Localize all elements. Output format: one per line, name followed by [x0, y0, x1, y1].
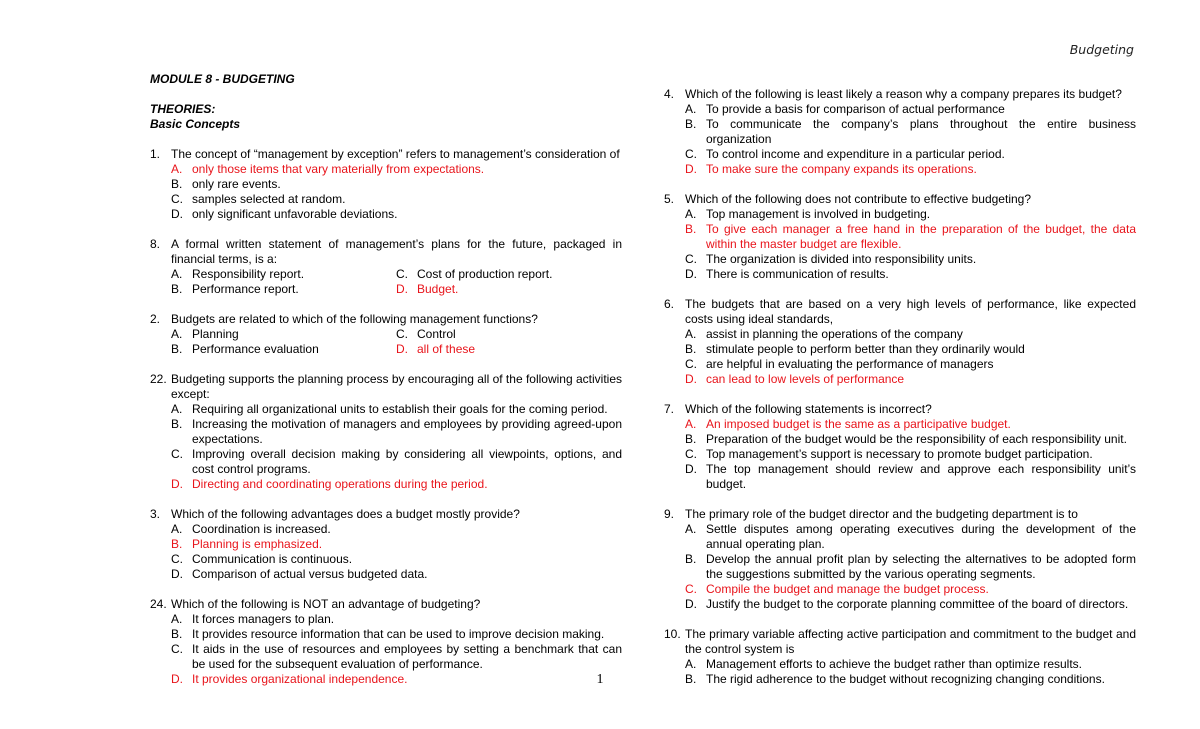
question-text: The concept of “management by exception” refers to management’s consideration of [171, 147, 620, 161]
question [664, 507, 1136, 522]
option-letter: C. [685, 252, 697, 266]
answer-option [685, 117, 1136, 147]
option-text: only those items that vary materially from expectations. [192, 162, 485, 176]
option-letter: B. [171, 627, 183, 641]
option-text: Cost of production report. [417, 267, 553, 281]
answer-option-correct [396, 282, 622, 297]
option-text: Preparation of the budget would be the responsibility of each responsibility unit. [706, 432, 1127, 446]
answer-option [171, 627, 622, 642]
option-text: assist in planning the operations of the company [706, 327, 963, 341]
option-text: only significant unfavorable deviations. [192, 207, 398, 221]
question-number: 22. [150, 372, 167, 386]
option-text: stimulate people to perform better than they ordinarily would [706, 342, 1025, 356]
answer-option-correct [685, 417, 1136, 432]
question-text: The primary variable affecting active participation and commitment to the budget and the control system is [685, 627, 1136, 656]
option-letter: A. [171, 522, 183, 536]
question-number: 9. [664, 507, 675, 521]
option-letter: D. [396, 342, 408, 356]
option-text: Increasing the motivation of managers and employees by providing agreed-upon expectations. [192, 417, 622, 446]
answer-option [685, 267, 1136, 282]
option-letter: D. [685, 462, 697, 476]
option-text: all of these [417, 342, 476, 356]
answer-option [171, 342, 396, 357]
option-text: To make sure the company expands its operations. [706, 162, 977, 176]
answer-option [171, 447, 622, 477]
question-number: 1. [150, 147, 161, 161]
option-text: Settle disputes among operating executives during the development of the annual operating plan. [706, 522, 1136, 551]
option-text: Management efforts to achieve the budget rather than optimize results. [706, 657, 1082, 671]
question-number: 3. [150, 507, 161, 521]
question-block [150, 372, 622, 492]
answer-option [396, 267, 622, 282]
option-letter: C. [685, 582, 697, 596]
question-block [664, 87, 1136, 177]
option-text: can lead to low levels of performance [706, 372, 905, 386]
option-text: To control income and expenditure in a particular period. [706, 147, 1005, 161]
answer-option-correct [685, 582, 1136, 597]
question [664, 297, 1136, 327]
question-number: 2. [150, 312, 161, 326]
option-letter: A. [685, 207, 697, 221]
right-column [664, 87, 1136, 687]
option-letter: B. [171, 342, 183, 356]
option-text: It forces managers to plan. [192, 612, 335, 626]
option-text: An imposed budget is the same as a participative budget. [706, 417, 1011, 431]
answer-option [171, 642, 622, 672]
answer-option-correct [685, 222, 1136, 252]
question-block [664, 507, 1136, 612]
answer-option [685, 447, 1136, 462]
option-text: Comparison of actual versus budgeted data. [192, 567, 428, 581]
answer-option [685, 252, 1136, 267]
option-letter: B. [685, 552, 697, 566]
question-text: Which of the following is NOT an advantage of budgeting? [171, 597, 481, 611]
answer-option [171, 192, 622, 207]
option-letter: B. [171, 282, 183, 296]
option-text: Justify the budget to the corporate planning committee of the board of directors. [706, 597, 1129, 611]
answer-option [171, 282, 396, 297]
answer-option [685, 522, 1136, 552]
answer-option [685, 207, 1136, 222]
option-text: It provides organizational independence. [192, 672, 408, 686]
page-number: 1 [596, 672, 604, 687]
question [150, 372, 622, 402]
answer-option [171, 612, 622, 627]
question-block [150, 507, 622, 582]
question-text: Which of the following does not contribute to effective budgeting? [685, 192, 1032, 206]
answer-option [171, 552, 622, 567]
question-block [150, 237, 622, 297]
option-text: There is communication of results. [706, 267, 889, 281]
option-letter: A. [685, 417, 697, 431]
answer-option-correct [171, 537, 622, 552]
option-letter: C. [396, 267, 408, 281]
answer-option [171, 417, 622, 447]
question-text: Which of the following statements is incorrect? [685, 402, 932, 416]
option-letter: C. [171, 642, 183, 656]
answer-option [685, 327, 1136, 342]
left-question-list [150, 147, 622, 687]
section-subheading: Basic Concepts [150, 117, 241, 131]
option-letter: A. [171, 402, 183, 416]
answer-option [171, 567, 622, 582]
option-letter: A. [685, 657, 697, 671]
question-number: 4. [664, 87, 675, 101]
option-text: It provides resource information that can be used to improve decision making. [192, 627, 605, 641]
option-letter: D. [171, 672, 183, 686]
answer-option [171, 522, 622, 537]
option-text: Improving overall decision making by considering all viewpoints, options, and cost control programs. [192, 447, 622, 476]
option-letter: D. [685, 372, 697, 386]
option-text: Planning is emphasized. [192, 537, 323, 551]
option-text: only rare events. [192, 177, 281, 191]
running-header: Budgeting [1069, 42, 1134, 57]
option-text: Compile the budget and manage the budget process. [706, 582, 989, 596]
question-number: 7. [664, 402, 675, 416]
answer-option [685, 462, 1136, 492]
question [150, 597, 622, 612]
option-text: To communicate the company’s plans throughout the entire business organization [706, 117, 1136, 146]
question [664, 402, 1136, 417]
option-letter: D. [685, 597, 697, 611]
option-letter: D. [685, 267, 697, 281]
answer-option [685, 657, 1136, 672]
option-text: Coordination is increased. [192, 522, 331, 536]
option-text: are helpful in evaluating the performance of managers [706, 357, 994, 371]
answer-option-correct [171, 477, 622, 492]
option-text: It aids in the use of resources and employees by setting a benchmark that can be used for the subsequent evaluation of performance. [192, 642, 622, 671]
answer-option-correct [685, 372, 1136, 387]
option-letter: D. [685, 162, 697, 176]
answer-option [171, 402, 622, 417]
right-question-list [664, 87, 1136, 687]
option-letter: A. [685, 522, 697, 536]
option-letter: C. [685, 147, 697, 161]
option-letter: D. [171, 567, 183, 581]
question-block [150, 147, 622, 222]
question-text: The budgets that are based on a very high levels of performance, like expected costs using ideal standards, [685, 297, 1136, 326]
option-letter: B. [171, 537, 183, 551]
question-number: 24. [150, 597, 167, 611]
answer-option-row [171, 342, 622, 357]
question-number: 5. [664, 192, 675, 206]
option-text: To provide a basis for comparison of actual performance [706, 102, 1005, 116]
option-letter: C. [171, 552, 183, 566]
option-text: To give each manager a free hand in the preparation of the budget, the data within the master budget are flexible. [706, 222, 1136, 251]
answer-option-row [171, 267, 622, 282]
answer-option-correct [685, 162, 1136, 177]
option-letter: A. [171, 612, 183, 626]
answer-option-correct [171, 162, 622, 177]
option-letter: B. [685, 342, 697, 356]
question-number: 6. [664, 297, 675, 311]
option-text: Control [417, 327, 456, 341]
option-letter: B. [685, 432, 697, 446]
question-block [664, 192, 1136, 282]
answer-option [171, 207, 622, 222]
option-letter: D. [171, 207, 183, 221]
question-text: Which of the following advantages does a budget mostly provide? [171, 507, 520, 521]
option-text: Planning [192, 327, 239, 341]
answer-option-row [171, 327, 622, 342]
option-text: Communication is continuous. [192, 552, 353, 566]
spacer [150, 87, 622, 102]
option-text: samples selected at random. [192, 192, 346, 206]
option-letter: A. [171, 162, 183, 176]
option-letter: D. [171, 477, 183, 491]
question-text: Budgets are related to which of the following management functions? [171, 312, 538, 326]
question-block [664, 297, 1136, 387]
question-number: 10. [664, 627, 681, 641]
answer-option [171, 267, 396, 282]
option-text: Performance evaluation [192, 342, 319, 356]
question [664, 192, 1136, 207]
answer-option [685, 432, 1136, 447]
answer-option [685, 147, 1136, 162]
option-letter: D. [396, 282, 408, 296]
option-letter: B. [685, 222, 697, 236]
question-block [150, 312, 622, 357]
question [150, 507, 622, 522]
question [664, 87, 1136, 102]
question-text: A formal written statement of management’s plans for the future, packaged in financial terms, is a: [171, 237, 622, 266]
question-text: Budgeting supports the planning process by encouraging all of the following activities except: [171, 372, 622, 401]
option-text: Directing and coordinating operations during the period. [192, 477, 488, 491]
option-text: Top management’s support is necessary to promote budget participation. [706, 447, 1093, 461]
answer-option-correct [396, 342, 622, 357]
question [150, 312, 622, 327]
answer-option-row [171, 282, 622, 297]
option-text: The organization is divided into responsibility units. [706, 252, 977, 266]
question-number: 8. [150, 237, 161, 251]
option-letter: C. [685, 357, 697, 371]
theories-heading: THEORIES: [150, 102, 216, 116]
module-title: MODULE 8 - BUDGETING [150, 72, 295, 86]
option-text: Requiring all organizational units to establish their goals for the coming period. [192, 402, 608, 416]
option-letter: B. [685, 117, 697, 131]
option-letter: B. [685, 672, 697, 686]
answer-option [685, 552, 1136, 582]
option-letter: C. [171, 192, 183, 206]
answer-option [171, 327, 396, 342]
question [664, 627, 1136, 657]
left-column [150, 72, 622, 687]
option-letter: A. [171, 267, 183, 281]
question-text: Which of the following is least likely a reason why a company prepares its budget? [685, 87, 1122, 101]
answer-option [685, 357, 1136, 372]
question [150, 147, 622, 162]
option-text: Top management is involved in budgeting. [706, 207, 931, 221]
answer-option [685, 102, 1136, 117]
option-letter: B. [171, 177, 183, 191]
option-text: Develop the annual profit plan by selecting the alternatives to be adopted form the suggestions submitted by the various operating segments. [706, 552, 1136, 581]
option-letter: C. [396, 327, 408, 341]
question [150, 237, 622, 267]
option-text: Budget. [417, 282, 459, 296]
answer-option [171, 177, 622, 192]
option-letter: A. [685, 102, 697, 116]
answer-option [685, 597, 1136, 612]
question-text: The primary role of the budget director and the budgeting department is to [685, 507, 1078, 521]
option-letter: A. [685, 327, 697, 341]
option-letter: C. [685, 447, 697, 461]
question-block [664, 402, 1136, 492]
option-text: Responsibility report. [192, 267, 305, 281]
option-letter: C. [171, 447, 183, 461]
option-letter: B. [171, 417, 183, 431]
answer-option [396, 327, 622, 342]
answer-option [685, 342, 1136, 357]
option-letter: A. [171, 327, 183, 341]
option-text: Performance report. [192, 282, 299, 296]
option-text: The top management should review and approve each responsibility unit’s budget. [706, 462, 1136, 491]
option-text: The rigid adherence to the budget without recognizing changing conditions. [706, 672, 1105, 686]
